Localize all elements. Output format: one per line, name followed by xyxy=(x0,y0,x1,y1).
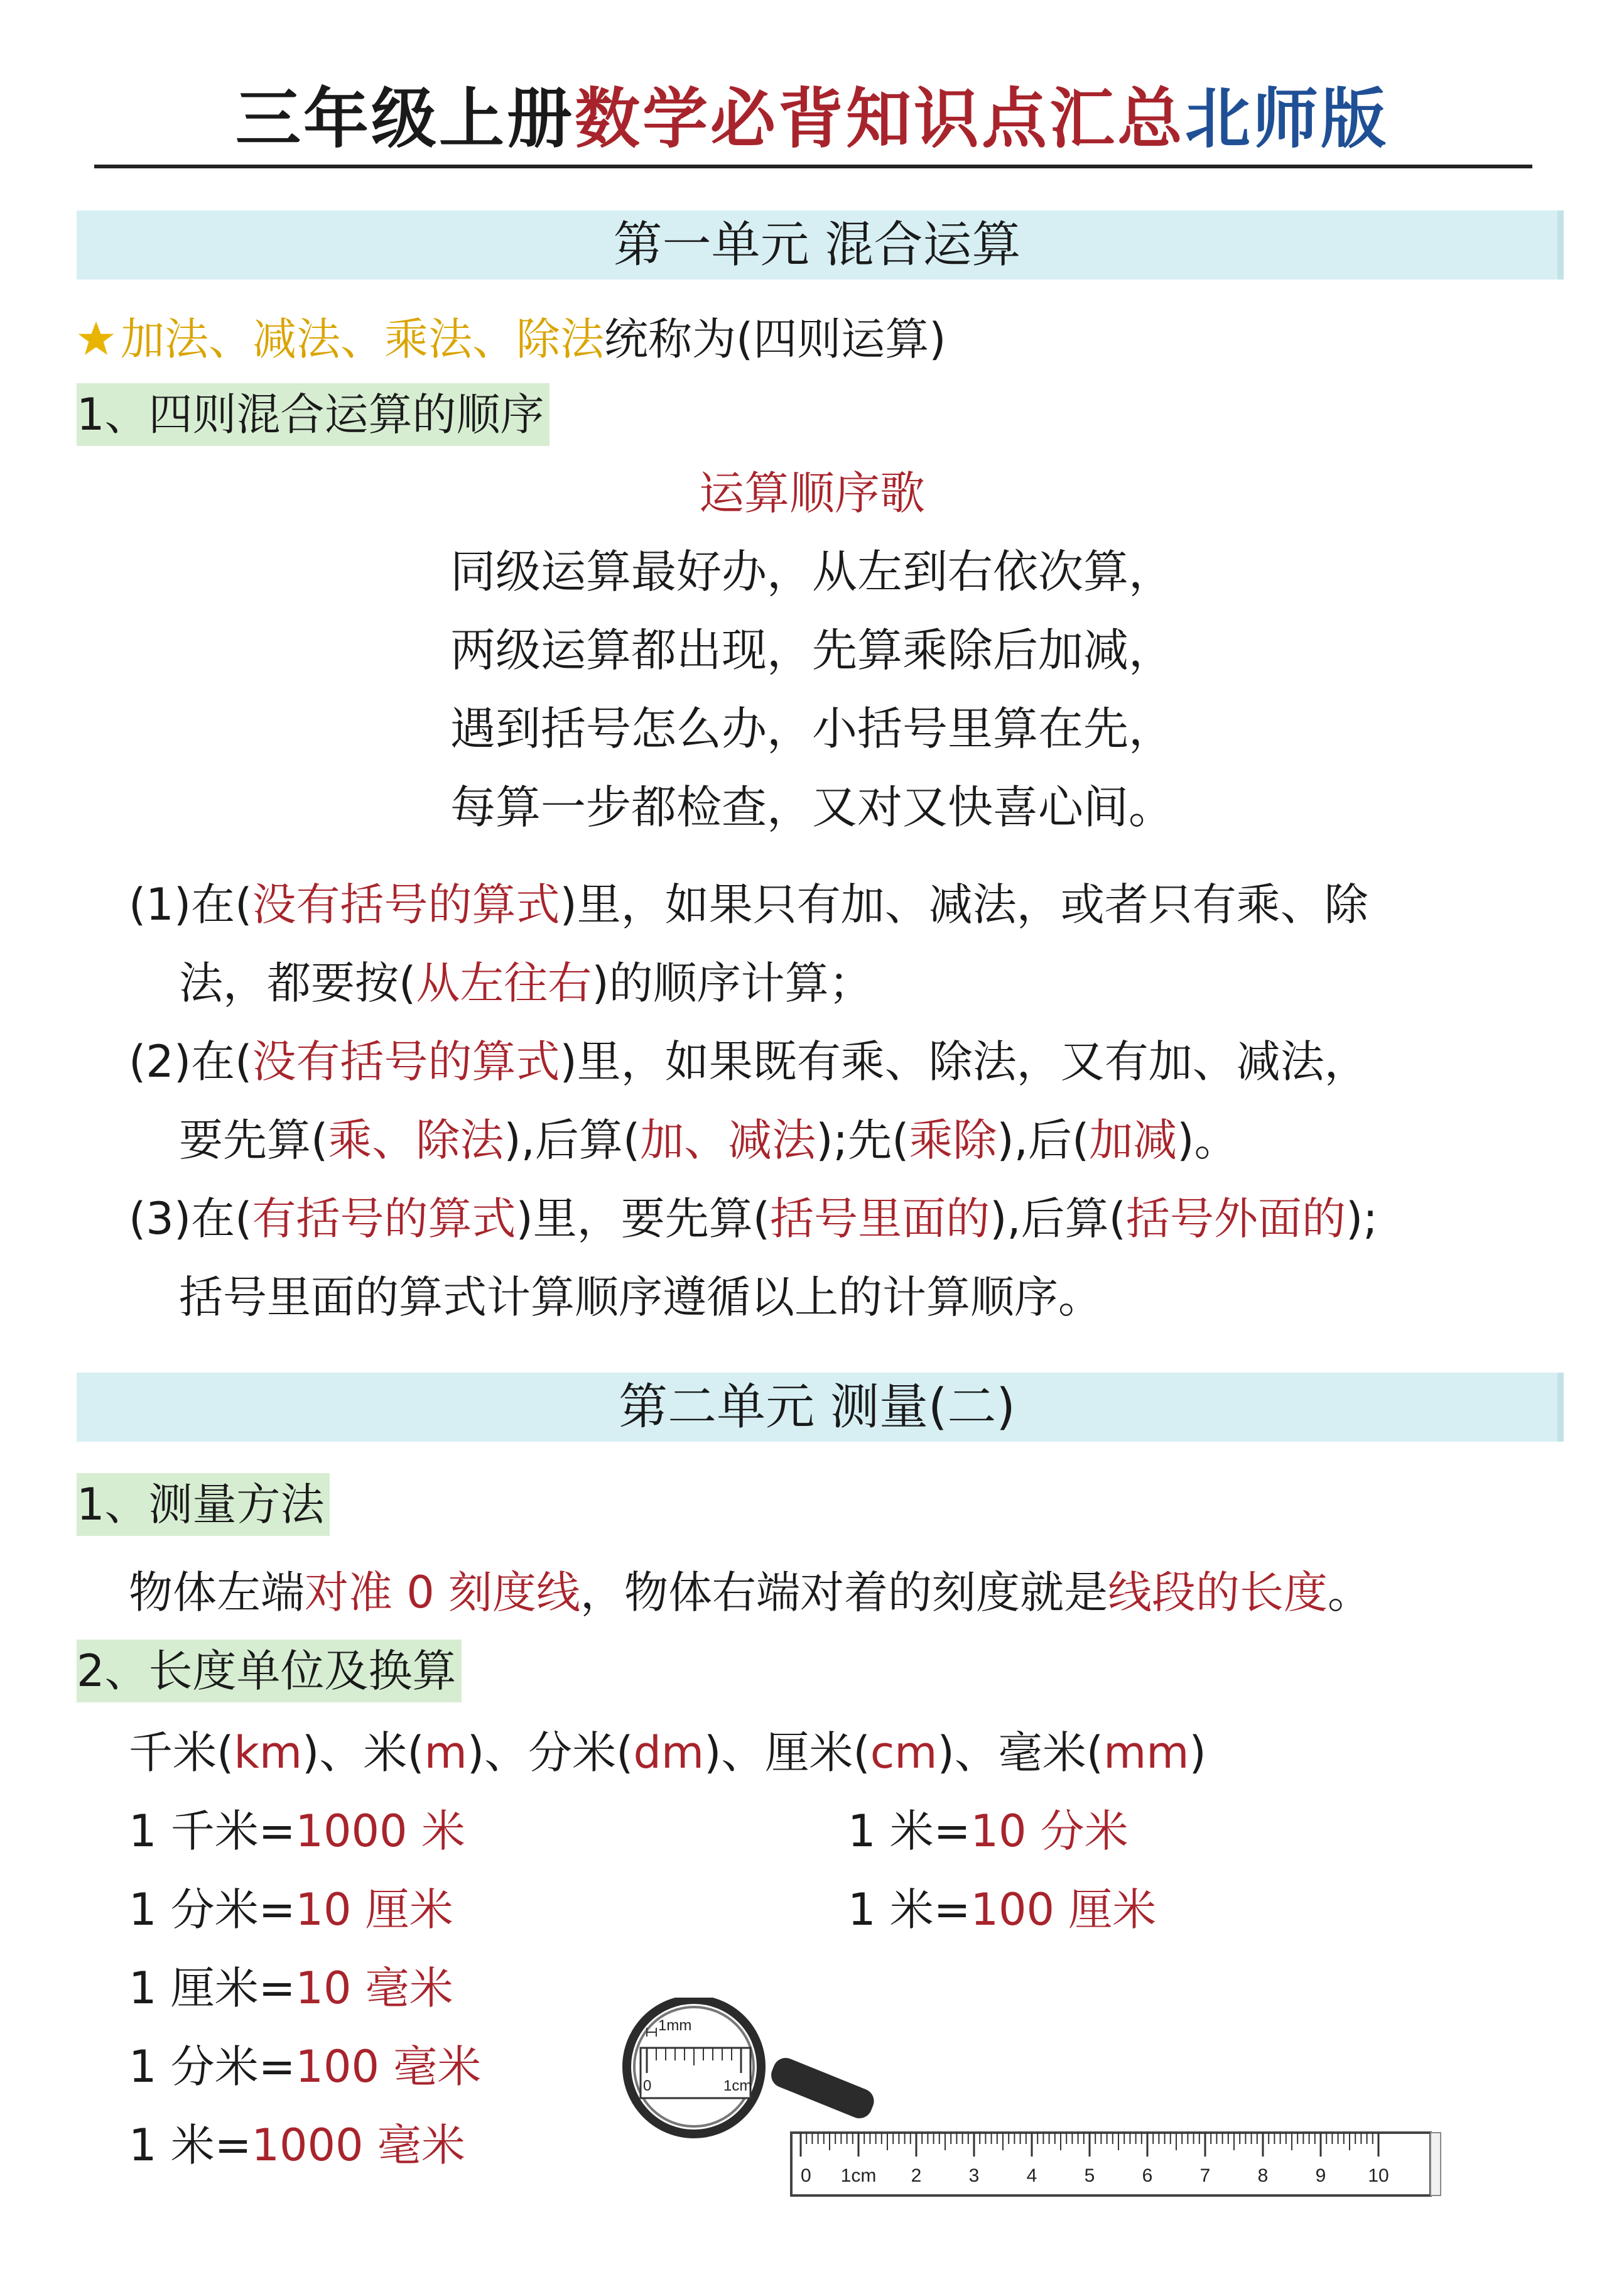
unit2-subheading-units: 2、长度单位及换算 xyxy=(77,1640,462,1702)
ruler-illustration xyxy=(622,1998,1463,2211)
ruler-tick-label: 5 xyxy=(1084,2165,1095,2186)
svg-text:0: 0 xyxy=(643,2077,652,2094)
ruler-tick-label: 3 xyxy=(968,2165,980,2186)
unit1-subheading-order: 1、四则混合运算的顺序 xyxy=(77,383,549,446)
unit2-heading: 第二单元 测量(二) xyxy=(77,1373,1564,1442)
song-line: 两级运算都出现，先算乘除后加减， xyxy=(450,624,1174,677)
song-title: 运算顺序歌 xyxy=(698,467,925,520)
song-line: 同级运算最好办，从左到右依次算， xyxy=(450,545,1174,598)
svg-text:1cm: 1cm xyxy=(723,2077,752,2094)
measure-method: 物体左端对准 0 刻度线，物体右端对着的刻度就是线段的长度。 xyxy=(129,1567,1372,1618)
ruler-tick-label: 8 xyxy=(1257,2165,1269,2186)
intro-tail: 统称为(四则运算) xyxy=(604,313,946,365)
rule2-line1: (2)在(没有括号的算式)里，如果既有乘、除法，又有加、减法， xyxy=(129,1036,1368,1087)
svg-text:1mm: 1mm xyxy=(658,2017,692,2034)
ruler-tick-label: 6 xyxy=(1142,2165,1153,2186)
rule1-line1: (1)在(没有括号的算式)里，如果只有加、减法，或者只有乘、除 xyxy=(129,879,1368,930)
ruler-tick-label: 7 xyxy=(1199,2165,1211,2186)
ruler-tick-label: 2 xyxy=(911,2165,922,2186)
song-line: 每算一步都检查，又对又快喜心间。 xyxy=(450,781,1174,834)
conversion-row: 1 厘米=10 毫米 xyxy=(129,1962,453,2014)
ruler-tick-label: 10 xyxy=(1368,2165,1389,2186)
rule1-line2: 法，都要按(从左往右)的顺序计算； xyxy=(179,957,873,1009)
conversion-row: 1 米=1000 毫米 xyxy=(129,2119,465,2171)
conversion-row: 1 分米=100 毫米 xyxy=(129,2041,482,2092)
ruler-tick-label: 0 xyxy=(801,2165,811,2186)
magnifying-glass-icon xyxy=(622,1998,1463,2211)
unit1-heading: 第一单元 混合运算 xyxy=(77,210,1564,280)
ruler-tick-label: 1cm xyxy=(840,2165,877,2186)
conversion-row: 1 米=100 厘米 xyxy=(848,1884,1157,1935)
unit1-intro xyxy=(77,308,946,374)
ruler-tick-label: 4 xyxy=(1026,2165,1037,2186)
unit2-subheading-method: 1、测量方法 xyxy=(77,1473,330,1536)
ruler-tick-label: 9 xyxy=(1315,2165,1326,2186)
conversion-row: 1 千米=1000 米 xyxy=(129,1805,465,1857)
title-part-subject: 数学必背知识点汇总 xyxy=(574,80,1185,157)
rule3-line2: 括号里面的算式计算顺序遵循以上的计算顺序。 xyxy=(179,1271,1102,1323)
star-icon xyxy=(77,312,121,374)
rule2-line2: 要先算(乘、除法),后算(加、减法);先(乘除),后(加减)。 xyxy=(179,1114,1238,1166)
intro-operations: 加法、减法、乘法、除法 xyxy=(121,313,604,365)
conversion-row: 1 分米=10 厘米 xyxy=(129,1884,453,1935)
title-divider xyxy=(94,165,1532,168)
page-title xyxy=(0,66,1624,160)
units-list: 千米(km)、米(m)、分米(dm)、厘米(cm)、毫米(mm) xyxy=(129,1727,1206,1778)
song-line: 遇到括号怎么办，小括号里算在先， xyxy=(450,702,1174,755)
title-part-edition: 北师版 xyxy=(1185,80,1389,157)
title-part-grade: 三年级上册 xyxy=(235,80,575,157)
conversion-row: 1 米=10 分米 xyxy=(848,1805,1129,1857)
rule3-line1: (3)在(有括号的算式)里，要先算(括号里面的),后算(括号外面的); xyxy=(129,1193,1378,1244)
